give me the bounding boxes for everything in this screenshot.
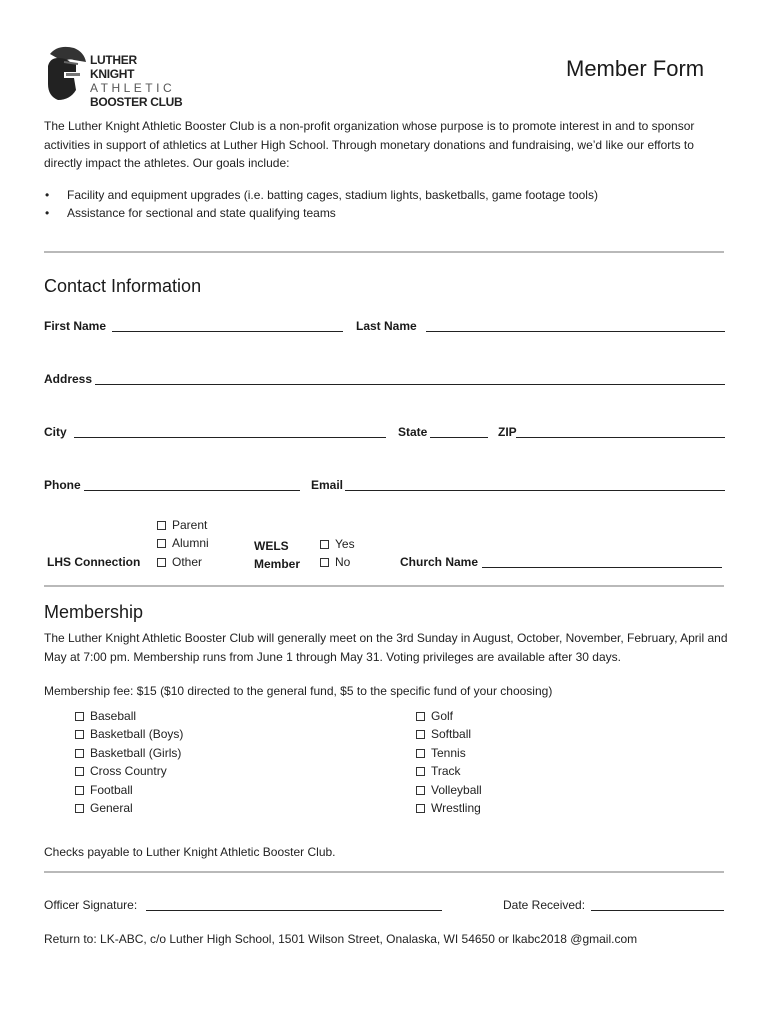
checkbox-icon <box>416 730 425 739</box>
checkbox-icon <box>157 521 166 530</box>
checkbox-general[interactable]: General <box>75 799 183 817</box>
checkbox-icon <box>75 712 84 721</box>
checkbox-icon <box>75 730 84 739</box>
phone-field[interactable] <box>84 490 300 491</box>
checkbox-icon <box>75 749 84 758</box>
checkbox-other[interactable]: Other <box>157 553 209 571</box>
zip-field[interactable] <box>516 437 725 438</box>
address-label: Address <box>44 372 93 386</box>
checkbox-icon <box>320 558 329 567</box>
contact-heading: Contact Information <box>44 276 202 296</box>
checkbox-icon <box>157 558 166 567</box>
checkbox-icon <box>75 786 84 795</box>
goal-item: • Assistance for sectional and state qualifying teams <box>44 204 724 222</box>
checkbox-tennis[interactable]: Tennis <box>416 744 482 762</box>
first-name-label: First Name <box>44 319 107 333</box>
checkbox-icon <box>75 767 84 776</box>
divider <box>44 585 724 587</box>
checkbox-icon <box>416 804 425 813</box>
church-name-field[interactable] <box>482 567 722 568</box>
checkbox-icon <box>157 539 166 548</box>
wels-label: WELS Member <box>254 539 301 571</box>
sports-column-left <box>75 707 183 817</box>
logo-line-1: LUTHER KNIGHT <box>90 53 137 81</box>
state-field[interactable] <box>430 437 488 438</box>
sports-column-right <box>416 707 482 817</box>
checkbox-icon <box>416 767 425 776</box>
checkbox-parent[interactable]: Parent <box>157 516 209 534</box>
membership-fee: Membership fee: $15 ($10 directed to the general fund, $5 to the specific fund of your choosing) <box>44 684 553 698</box>
checkbox-alumni[interactable]: Alumni <box>157 534 209 552</box>
checkbox-no[interactable]: No <box>320 553 355 571</box>
date-received-field[interactable] <box>591 910 724 911</box>
checkbox-cross-country[interactable]: Cross Country <box>75 762 183 780</box>
checkbox-volleyball[interactable]: Volleyball <box>416 781 482 799</box>
logo-line-2: ATHLETIC <box>90 81 176 95</box>
checkbox-golf[interactable]: Golf <box>416 707 482 725</box>
officer-signature-field[interactable] <box>146 910 442 911</box>
checkbox-wrestling[interactable]: Wrestling <box>416 799 482 817</box>
lhs-connection-options <box>157 516 209 571</box>
city-field[interactable] <box>74 437 386 438</box>
membership-heading: Membership <box>44 602 144 622</box>
lhs-connection-label: LHS Connection <box>47 555 141 569</box>
divider <box>44 871 724 873</box>
logo <box>44 44 184 109</box>
checkbox-icon <box>320 540 329 549</box>
checkbox-softball[interactable]: Softball <box>416 725 482 743</box>
checkbox-icon <box>416 749 425 758</box>
goals-list <box>44 186 724 222</box>
intro-paragraph: The Luther Knight Athletic Booster Club is a non-profit organization whose purpose is to promote interest in and to sponsor activities in support of athletics at Luther High School. Through monetary donations and fundraising, we’d like our efforts to directly impact the athletes. Our goals include: <box>44 119 695 170</box>
officer-signature-label: Officer Signature: <box>44 898 138 912</box>
state-label: State <box>398 425 428 439</box>
first-name-field[interactable] <box>112 331 343 332</box>
email-field[interactable] <box>345 490 725 491</box>
last-name-field[interactable] <box>426 331 725 332</box>
checkbox-basketball-girls[interactable]: Basketball (Girls) <box>75 744 183 762</box>
date-received-label: Date Received: <box>503 898 586 912</box>
checkbox-track[interactable]: Track <box>416 762 482 780</box>
church-name-label: Church Name <box>400 555 479 569</box>
phone-label: Phone <box>44 478 81 492</box>
membership-description: The Luther Knight Athletic Booster Club will generally meet on the 3rd Sunday in August, October, November, February, April and May at 7:00 pm. Membership runs from June 1 through May 31. Voting privileges are available after 30 days. <box>44 631 728 664</box>
checks-payable-note: Checks payable to Luther Knight Athletic Booster Club. <box>44 845 336 859</box>
address-field[interactable] <box>95 384 725 385</box>
knight-helmet-icon <box>44 44 88 102</box>
wels-options <box>320 535 355 572</box>
goal-item: • Facility and equipment upgrades (i.e. batting cages, stadium lights, basketballs, game footage tools) <box>44 186 724 204</box>
city-label: City <box>44 425 67 439</box>
checkbox-basketball-boys[interactable]: Basketball (Boys) <box>75 725 183 743</box>
last-name-label: Last Name <box>356 319 417 333</box>
checkbox-baseball[interactable]: Baseball <box>75 707 183 725</box>
checkbox-football[interactable]: Football <box>75 781 183 799</box>
divider <box>44 251 724 253</box>
checkbox-icon <box>416 786 425 795</box>
checkbox-yes[interactable]: Yes <box>320 535 355 553</box>
checkbox-icon <box>75 804 84 813</box>
return-address: Return to: LK-ABC, c/o Luther High School, 1501 Wilson Street, Onalaska, WI 54650 or lkabc2018 @gmail.com <box>44 932 638 946</box>
form-title: Member Form <box>566 56 705 81</box>
checkbox-icon <box>416 712 425 721</box>
email-label: Email <box>311 478 344 492</box>
logo-line-3: BOOSTER CLUB <box>90 95 183 109</box>
zip-label: ZIP <box>498 425 517 439</box>
